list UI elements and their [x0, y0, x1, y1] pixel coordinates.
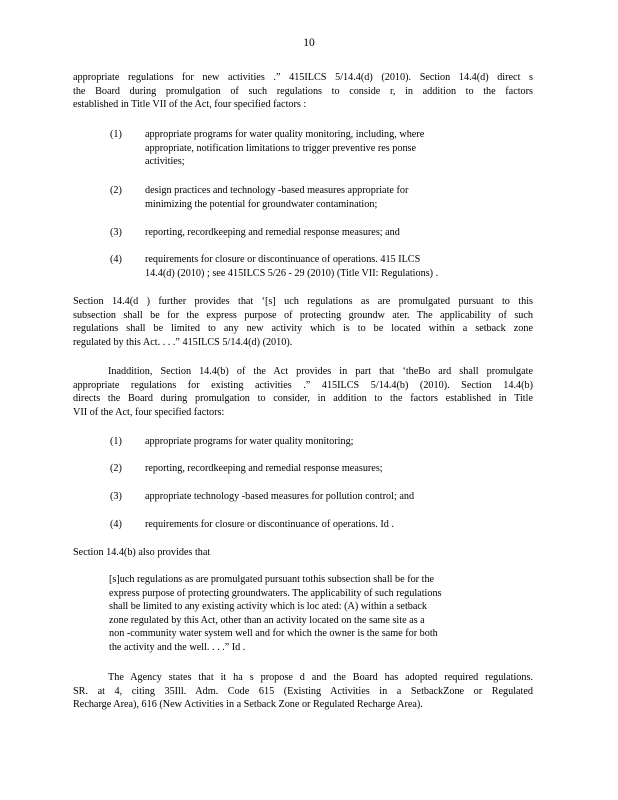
text-line: appropriate regulations for existing activities .” 415ILCS 5/14.4(b) (2010). Section 14.4(b): [73, 379, 533, 391]
page-number: 10: [303, 37, 315, 49]
text-line: [s]uch regulations as are promulgated pursuant tothis subsection shall be for the: [109, 574, 435, 585]
list-number: (1): [110, 436, 122, 447]
text-line: 14.4(d) (2010) ; see 415ILCS 5/26 - 29 (2010) (Title VII: Regulations) .: [145, 267, 439, 279]
text-line: Section 14.4(d ) further provides that ‘[s] uch regulations as are promulgated pursuant to this: [73, 296, 533, 307]
text-line: subsection shall be for the express purpose of protecting groundw ater. The applicability of such: [73, 309, 533, 321]
text-line: minimizing the potential for groundwater contamination;: [145, 198, 378, 210]
text-line: requirements for closure or discontinuance of operations. Id .: [145, 519, 394, 530]
list-number: (3): [110, 491, 122, 502]
text-line: design practices and technology -based measures appropriate for: [145, 185, 409, 196]
text-line: appropriate programs for water quality monitoring, including, where: [145, 129, 425, 140]
text-line: appropriate technology -based measures for pollution control; and: [145, 491, 415, 502]
text-line: reporting, recordkeeping and remedial response measures; and: [145, 227, 400, 238]
text-line: Inaddition, Section 14.4(b) of the Act provides in part that ‘theBo ard shall promulgate: [108, 366, 533, 377]
paragraph-agency-states: [73, 671, 533, 712]
text-line: The Agency states that it ha s propose d and the Board has adopted required regulations.: [108, 672, 533, 683]
text-line: shall be limited to any existing activity which is loc ated: (A) within a setback: [109, 601, 428, 613]
paragraph-new-activities: [73, 71, 533, 112]
text-line: appropriate regulations for new activities .” 415ILCS 5/14.4(d) (2010). Section 14.4(d) direct s: [73, 72, 533, 83]
paragraph-section-14-4b: [73, 546, 533, 560]
text-line: directs the Board during promulgation to consider, in addition to the factors established in Title: [73, 393, 533, 405]
text-line: activities;: [145, 156, 185, 168]
block-quote: [109, 573, 499, 655]
text-line: Recharge Area), 616 (New Activities in a Setback Zone or Regulated Recharge Area).: [73, 699, 423, 711]
text-line: Section 14.4(b) also provides that: [73, 547, 211, 558]
list-number: (2): [110, 185, 122, 196]
list-number: (4): [110, 254, 122, 265]
list-number: (4): [110, 519, 122, 530]
text-line: the Board during promulgation of such regulations to conside r, in addition to the factors: [73, 85, 533, 97]
text-line: SR. at 4, citing 35Ill. Adm. Code 615 (Existing Activities in a SetbackZone or Regulated: [73, 685, 533, 697]
text-line: requirements for closure or discontinuance of operations. 415 ILCS: [145, 254, 421, 265]
text-line: established in Title VII of the Act, four specified factors :: [73, 99, 307, 111]
text-line: zone regulated by this Act, other than an activity located on the same site as a: [109, 614, 425, 626]
text-line: reporting, recordkeeping and remedial response measures;: [145, 463, 383, 474]
paragraph-section-14-4d: [73, 295, 533, 349]
text-line: express purpose of protecting groundwaters. The applicability of such regulations: [109, 587, 442, 599]
text-line: regulated by this Act. . . .” 415ILCS 5/14.4(d) (2010).: [73, 336, 293, 348]
list-number: (3): [110, 227, 122, 238]
text-line: non -community water system well and for which the owner is the same for both: [109, 628, 438, 640]
text-line: VII of the Act, four specified factors:: [73, 406, 225, 418]
list-number: (2): [110, 463, 122, 474]
text-line: appropriate programs for water quality monitoring;: [145, 436, 354, 447]
text-line: appropriate, notification limitations to trigger preventive res ponse: [145, 142, 417, 154]
list-number: (1): [110, 129, 122, 140]
paragraph-existing-activities: [73, 365, 533, 419]
text-line: the activity and the well. . . .” Id .: [109, 641, 246, 653]
text-line: regulations shall be limited to any new activity which is to be located within a setback zone: [73, 323, 533, 335]
